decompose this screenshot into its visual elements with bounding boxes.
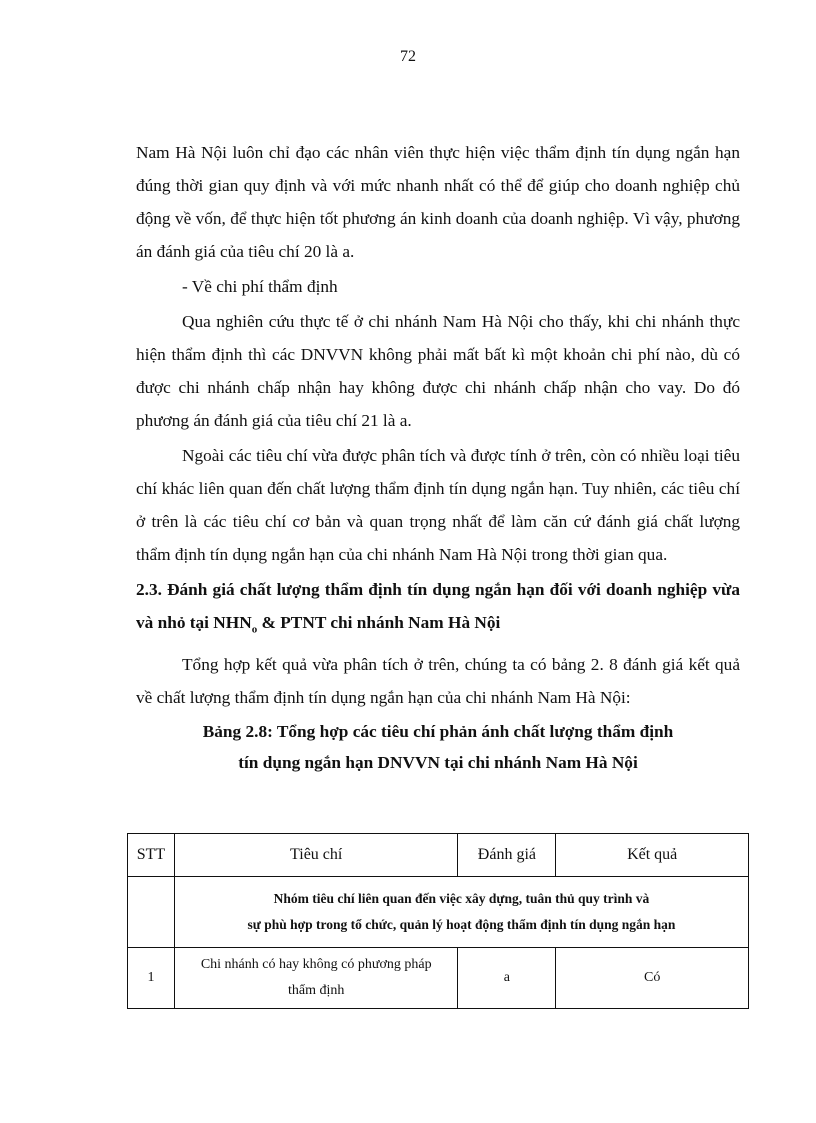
- page-number: 72: [400, 48, 416, 65]
- section-heading-subscript: o: [251, 623, 258, 636]
- section-intro: Tổng hợp kết quả vừa phân tích ở trên, chúng ta có bảng 2. 8 đánh giá kết quả về chất lượng thẩm định tín dụng ngắn hạn của chi nhánh Nam Hà Nội:: [136, 655, 740, 708]
- section-heading: [136, 573, 740, 646]
- paragraph: Nam Hà Nội luôn chỉ đạo các nhân viên thực hiện việc thẩm định tín dụng ngắn hạn đúng thời gian quy định và với mức nhanh nhất có thể để giúp cho doanh nghiệp chủ động về vốn, để thực hiện tốt phương án kinh doanh của doanh nghiệp. Vì vậy, phương án đánh giá của tiêu chí 20 là a.: [136, 143, 740, 261]
- table-row: [128, 948, 749, 1009]
- row-criteria-line: Chi nhánh có hay không có phương pháp: [200, 957, 432, 972]
- table-group-row: [128, 877, 749, 948]
- header-rating: Đánh giá: [458, 834, 556, 877]
- group-title-line: sự phù hợp trong tổ chức, quản lý hoạt động thẩm định tín dụng ngắn hạn: [247, 917, 676, 932]
- section-heading-text-end: & PTNT chi nhánh Nam Hà Nội: [257, 613, 501, 632]
- table-caption-line: tín dụng ngắn hạn DNVVN tại chi nhánh Nam Hà Nội: [238, 753, 638, 773]
- row-criteria: [174, 948, 458, 1009]
- subheading-cost: - Về chi phí thẩm định: [182, 277, 338, 296]
- group-title: [174, 877, 748, 948]
- table-header-row: [128, 834, 749, 877]
- paragraph: Ngoài các tiêu chí vừa được phân tích và được tính ở trên, còn có nhiều loại tiêu chí khác liên quan đến chất lượng thẩm định tín dụng ngắn hạn. Tuy nhiên, các tiêu chí ở trên là các tiêu chí cơ bản và quan trọng nhất để làm căn cứ đánh giá chất lượng thẩm định tín dụng ngắn hạn của chi nhánh Nam Hà Nội trong thời gian qua.: [136, 446, 740, 564]
- group-empty-cell: [128, 877, 175, 948]
- row-rating: a: [458, 948, 556, 1009]
- table-caption: [136, 716, 740, 778]
- row-criteria-line: thẩm định: [288, 983, 345, 998]
- header-stt: STT: [128, 834, 175, 877]
- header-criteria: Tiêu chí: [174, 834, 458, 877]
- page-body: [136, 136, 740, 778]
- group-title-line: Nhóm tiêu chí liên quan đến việc xây dựng, tuân thủ quy trình và: [273, 891, 650, 906]
- row-result: Có: [556, 948, 749, 1009]
- evaluation-table: [127, 833, 749, 1009]
- row-stt: 1: [128, 948, 175, 1009]
- section-heading-text: 2.3. Đánh giá chất lượng thẩm định tín dụng ngắn hạn đối với doanh nghiệp vừa và nhỏ tại NHN: [136, 580, 740, 632]
- table-caption-line: Bảng 2.8: Tổng hợp các tiêu chí phản ánh chất lượng thẩm định: [202, 722, 674, 742]
- header-result: Kết quả: [556, 834, 749, 877]
- paragraph: Qua nghiên cứu thực tế ở chi nhánh Nam Hà Nội cho thấy, khi chi nhánh thực hiện thẩm định thì các DNVVN không phải mất bất kì một khoản chi phí nào, dù có được chi nhánh chấp nhận hay không được chi nhánh chấp nhận cho vay. Do đó phương án đánh giá của tiêu chí 21 là a.: [136, 312, 740, 430]
